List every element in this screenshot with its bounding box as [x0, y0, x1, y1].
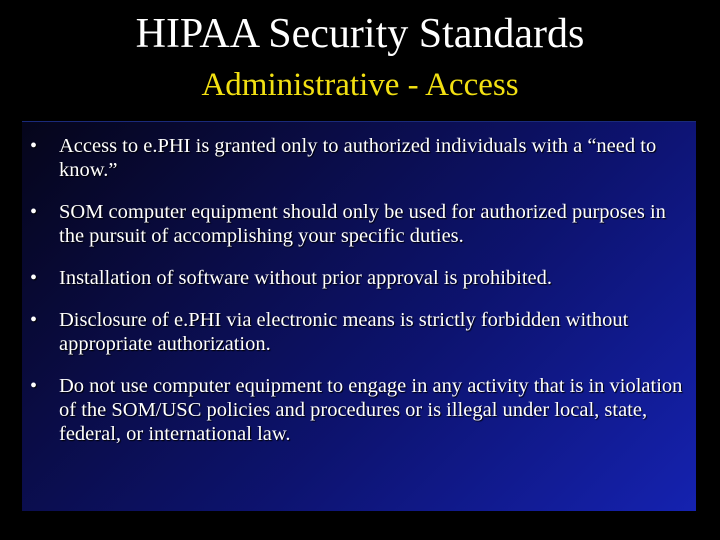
bullet-item — [22, 134, 696, 182]
bullet-icon: • — [30, 135, 38, 157]
bullet-text: SOM computer equipment should only be used for authorized purposes in the pursuit of accomplishing your specific duties. — [59, 201, 666, 247]
bullet-item — [22, 374, 696, 446]
bullet-item — [22, 200, 696, 248]
bullet-text: Access to e.PHI is granted only to authorized individuals with a “need to know.” — [59, 135, 657, 181]
bullet-item — [22, 308, 696, 356]
title-area — [0, 0, 720, 118]
slide-subtitle: Administrative - Access — [201, 67, 519, 103]
slide-title: HIPAA Security Standards — [135, 11, 585, 57]
bullet-text: Do not use computer equipment to engage in any activity that is in violation of the SOM/USC policies and procedures or is illegal under local, state, federal, or international law. — [59, 375, 683, 445]
bullet-list — [22, 134, 696, 464]
bullet-text: Disclosure of e.PHI via electronic means is strictly forbidden without appropriate authorization. — [59, 309, 629, 355]
content-panel — [22, 121, 696, 511]
bullet-icon: • — [30, 201, 38, 223]
bullet-icon: • — [30, 309, 38, 331]
bullet-item — [22, 266, 696, 290]
bullet-text: Installation of software without prior approval is prohibited. — [59, 267, 553, 289]
bullet-icon: • — [30, 375, 38, 397]
bullet-icon: • — [30, 267, 38, 289]
